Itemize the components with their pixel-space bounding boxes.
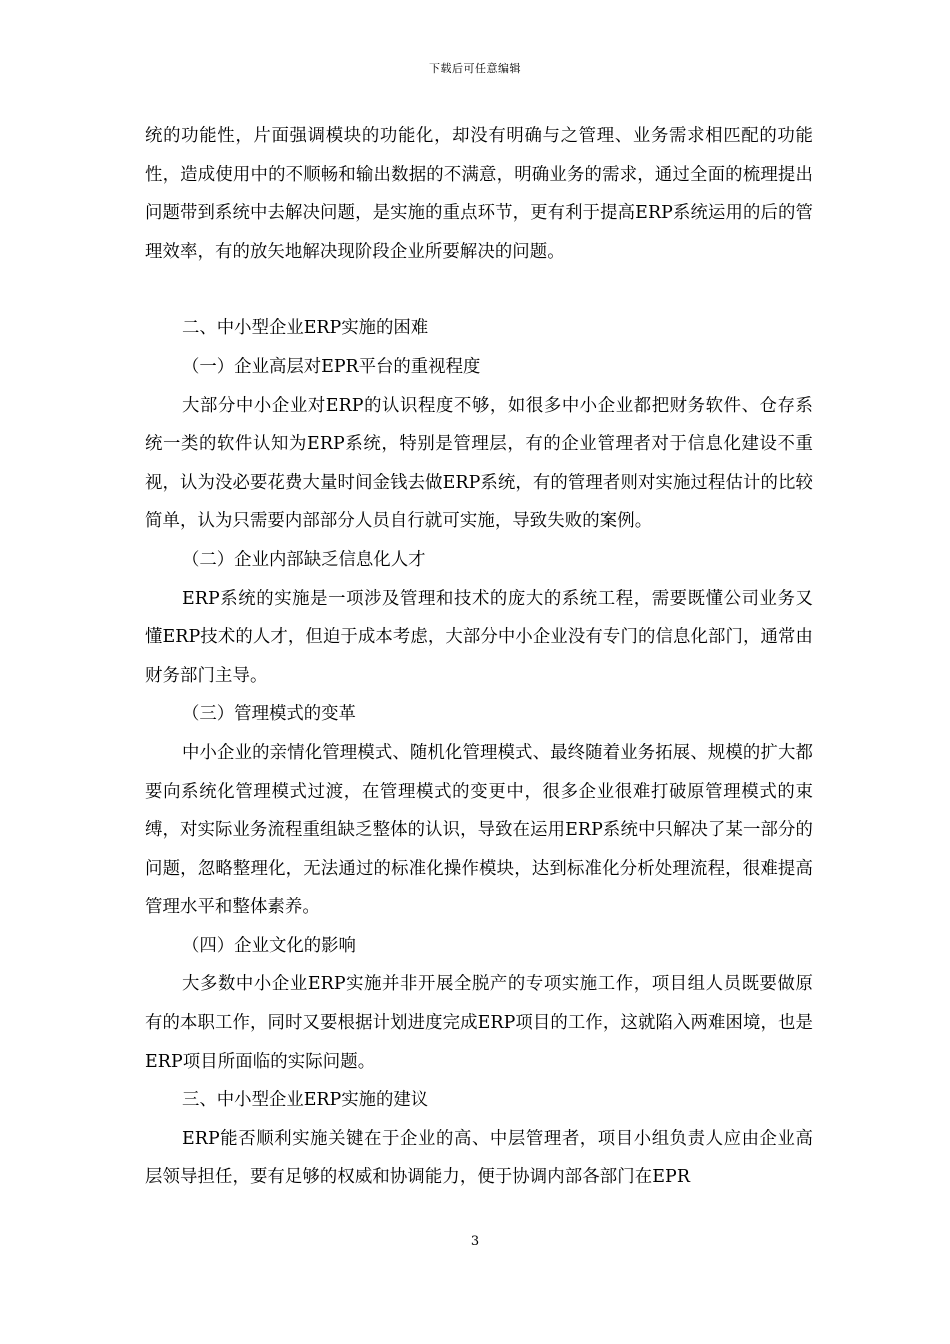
paragraph-management-attention: 大部分中小企业对ERP的认识程度不够，如很多中小企业都把财务软件、仓存系统一类的软件认知为ERP系统，特别是管理层，有的企业管理者对于信息化建设不重视，认为没必要花费大量时间金钱去做ERP系统，有的管理者则对实施过程估计的比较简单，认为只需要内部部分人员自行就可实施，导致失败的案例。 bbox=[145, 395, 813, 532]
section-heading-suggestions: 三、中小型企业ERP实施的建议 bbox=[182, 1090, 429, 1111]
paragraph-talent-shortage: ERP系统的实施是一项涉及管理和技术的庞大的系统工程，需要既懂公司业务又懂ERP技术的人才，但迫于成本考虑，大部分中小企业没有专门的信息化部门，通常由财务部门主导。 bbox=[145, 588, 813, 686]
subheading-management-attention: （一）企业高层对EPR平台的重视程度 bbox=[182, 356, 481, 377]
section-heading-difficulties: 二、中小型企业ERP实施的困难 bbox=[182, 318, 429, 339]
document-body bbox=[145, 117, 813, 1197]
subheading-management-reform: （三）管理模式的变革 bbox=[182, 704, 356, 725]
subheading-talent-shortage: （二）企业内部缺乏信息化人才 bbox=[182, 549, 426, 570]
paragraph-suggestions: ERP能否顺利实施关键在于企业的高、中层管理者，项目小组负责人应由企业高层领导担任，要有足够的权威和协调能力，便于协调内部各部门在EPR bbox=[145, 1128, 813, 1188]
paragraph-continuation: 统的功能性，片面强调模块的功能化，却没有明确与之管理、业务需求相匹配的功能性，造成使用中的不顺畅和输出数据的不满意，明确业务的需求，通过全面的梳理提出问题带到系统中去解决问题，是实施的重点环节，更有利于提高ERP系统运用的后的管理效率，有的放矢地解决现阶段企业所要解决的问题。 bbox=[145, 126, 813, 262]
paragraph-management-reform: 中小企业的亲情化管理模式、随机化管理模式、最终随着业务拓展、规模的扩大都要向系统化管理模式过渡，在管理模式的变更中，很多企业很难打破原管理模式的束缚，对实际业务流程重组缺乏整体的认识，导致在运用ERP系统中只解决了某一部分的问题，忽略整理化，无法通过的标准化操作模块，达到标准化分析处理流程，很难提高管理水平和整体素养。 bbox=[145, 742, 813, 918]
paragraph-corporate-culture: 大多数中小企业ERP实施并非开展全脱产的专项实施工作，项目组人员既要做原有的本职工作，同时又要根据计划进度完成ERP项目的工作，这就陷入两难困境，也是ERP项目所面临的实际问题。 bbox=[145, 974, 813, 1072]
page-header-note: 下载后可任意编辑 bbox=[429, 62, 521, 75]
page-number: 3 bbox=[470, 1234, 480, 1249]
paragraph-gap bbox=[145, 271, 813, 309]
subheading-corporate-culture: （四）企业文化的影响 bbox=[182, 935, 356, 956]
